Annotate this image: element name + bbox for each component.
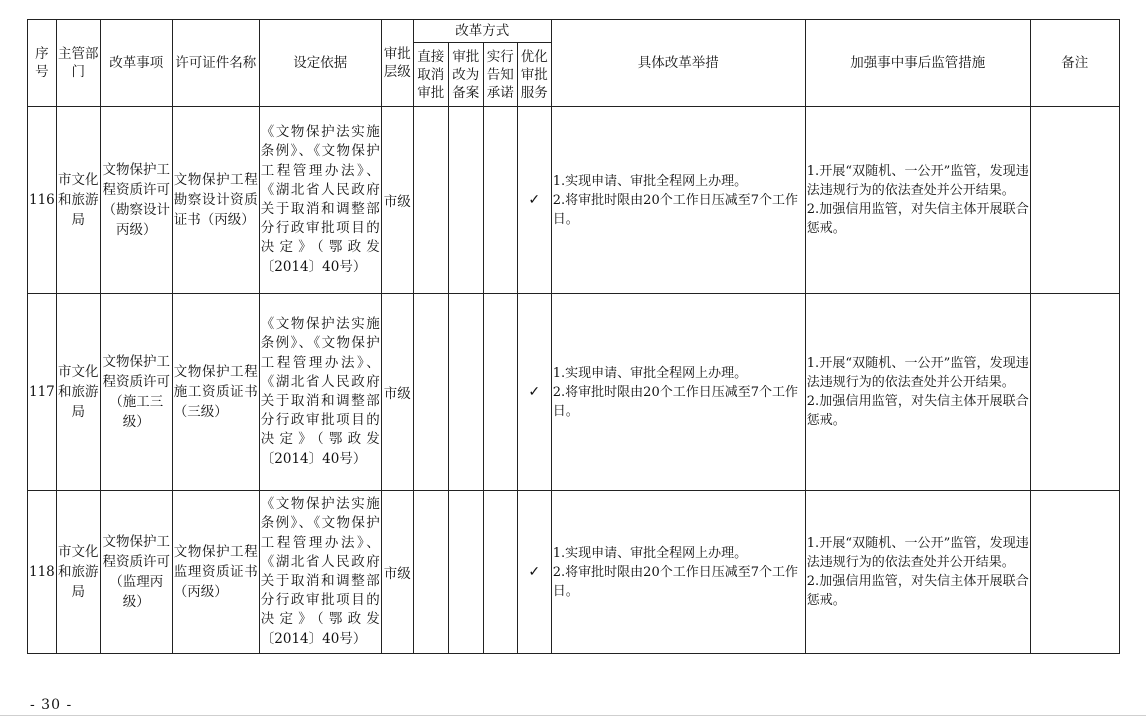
header-method-optimize: 优化审批服务 [517, 43, 551, 107]
row-level: 市级 [381, 107, 413, 294]
row-measures: 1.实现申请、审批全程网上办理。 2.将审批时限由20个工作日压减至7个工作日。 [552, 173, 798, 227]
check-mark-icon: ✓ [517, 491, 551, 654]
row-level: 市级 [381, 491, 413, 654]
table-row [28, 107, 1120, 294]
header-dept: 主管部门 [56, 20, 100, 107]
row-method-filing [448, 491, 483, 654]
row-item: 文物保护工程资质许可（施工三级） [102, 354, 171, 430]
row-license: 文物保护工程监理资质证书（丙级） [173, 544, 258, 600]
row-remark [1030, 294, 1119, 491]
check-mark-icon: ✓ [517, 107, 551, 294]
row-remark [1030, 107, 1119, 294]
row-basis: 《文物保护法实施条例》、《文物保护工程管理办法》、《湖北省人民政府关于取消和调整部分行政审批项目的决定》（鄂政发〔2014〕40号） [260, 124, 380, 275]
header-supervision: 加强事中事后监管措施 [805, 20, 1030, 107]
row-dept: 市文化和旅游局 [58, 364, 99, 420]
row-item: 文物保护工程资质许可（监理丙级） [102, 534, 171, 610]
table-row [28, 294, 1120, 491]
reform-table [27, 19, 1120, 654]
header-basis: 设定依据 [259, 20, 381, 107]
header-method-filing: 审批改为备案 [448, 43, 483, 107]
row-basis: 《文物保护法实施条例》、《文物保护工程管理办法》、《湖北省人民政府关于取消和调整部分行政审批项目的决定》（鄂政发〔2014〕40号） [260, 496, 380, 647]
row-method-cancel [413, 491, 448, 654]
row-method-commitment [483, 491, 517, 654]
row-method-commitment [483, 294, 517, 491]
row-license: 文物保护工程勘察设计资质证书（丙级） [173, 172, 258, 228]
header-level: 审批层级 [381, 20, 413, 107]
header-method-commitment: 实行告知承诺 [483, 43, 517, 107]
row-dept: 市文化和旅游局 [58, 544, 99, 600]
row-supervision: 1.开展“双随机、一公开”监管，发现违法违规行为的依法查处并公开结果。 2.加强信用监管，对失信主体开展联合惩戒。 [806, 356, 1029, 428]
page-bottom-divider [0, 715, 1146, 716]
row-level: 市级 [381, 294, 413, 491]
header-seq: 序号 [28, 20, 57, 107]
row-basis: 《文物保护法实施条例》、《文物保护工程管理办法》、《湖北省人民政府关于取消和调整部分行政审批项目的决定》（鄂政发〔2014〕40号） [260, 316, 380, 467]
header-method-group: 改革方式 [413, 20, 551, 43]
row-seq: 116 [28, 107, 57, 294]
row-supervision: 1.开展“双随机、一公开”监管，发现违法违规行为的依法查处并公开结果。 2.加强信用监管，对失信主体开展联合惩戒。 [806, 536, 1029, 608]
row-method-cancel [413, 294, 448, 491]
row-method-filing [448, 107, 483, 294]
header-method-cancel: 直接取消审批 [413, 43, 448, 107]
row-license: 文物保护工程施工资质证书（三级） [173, 364, 258, 420]
header-remark: 备注 [1030, 20, 1119, 107]
check-mark-icon: ✓ [517, 294, 551, 491]
row-remark [1030, 491, 1119, 654]
row-supervision: 1.开展“双随机、一公开”监管，发现违法违规行为的依法查处并公开结果。 2.加强信用监管，对失信主体开展联合惩戒。 [806, 164, 1029, 236]
row-seq: 118 [28, 491, 57, 654]
row-method-filing [448, 294, 483, 491]
row-seq: 117 [28, 294, 57, 491]
row-method-commitment [483, 107, 517, 294]
header-measures: 具体改革举措 [551, 20, 805, 107]
row-measures: 1.实现申请、审批全程网上办理。 2.将审批时限由20个工作日压减至7个工作日。 [552, 365, 798, 419]
table-row [28, 491, 1120, 654]
row-measures: 1.实现申请、审批全程网上办理。 2.将审批时限由20个工作日压减至7个工作日。 [552, 545, 798, 599]
header-item: 改革事项 [100, 20, 172, 107]
page-number: - 30 - [30, 697, 73, 713]
header-license: 许可证件名称 [172, 20, 259, 107]
row-item: 文物保护工程资质许可（勘察设计丙级） [102, 162, 171, 238]
row-method-cancel [413, 107, 448, 294]
row-dept: 市文化和旅游局 [58, 172, 99, 228]
